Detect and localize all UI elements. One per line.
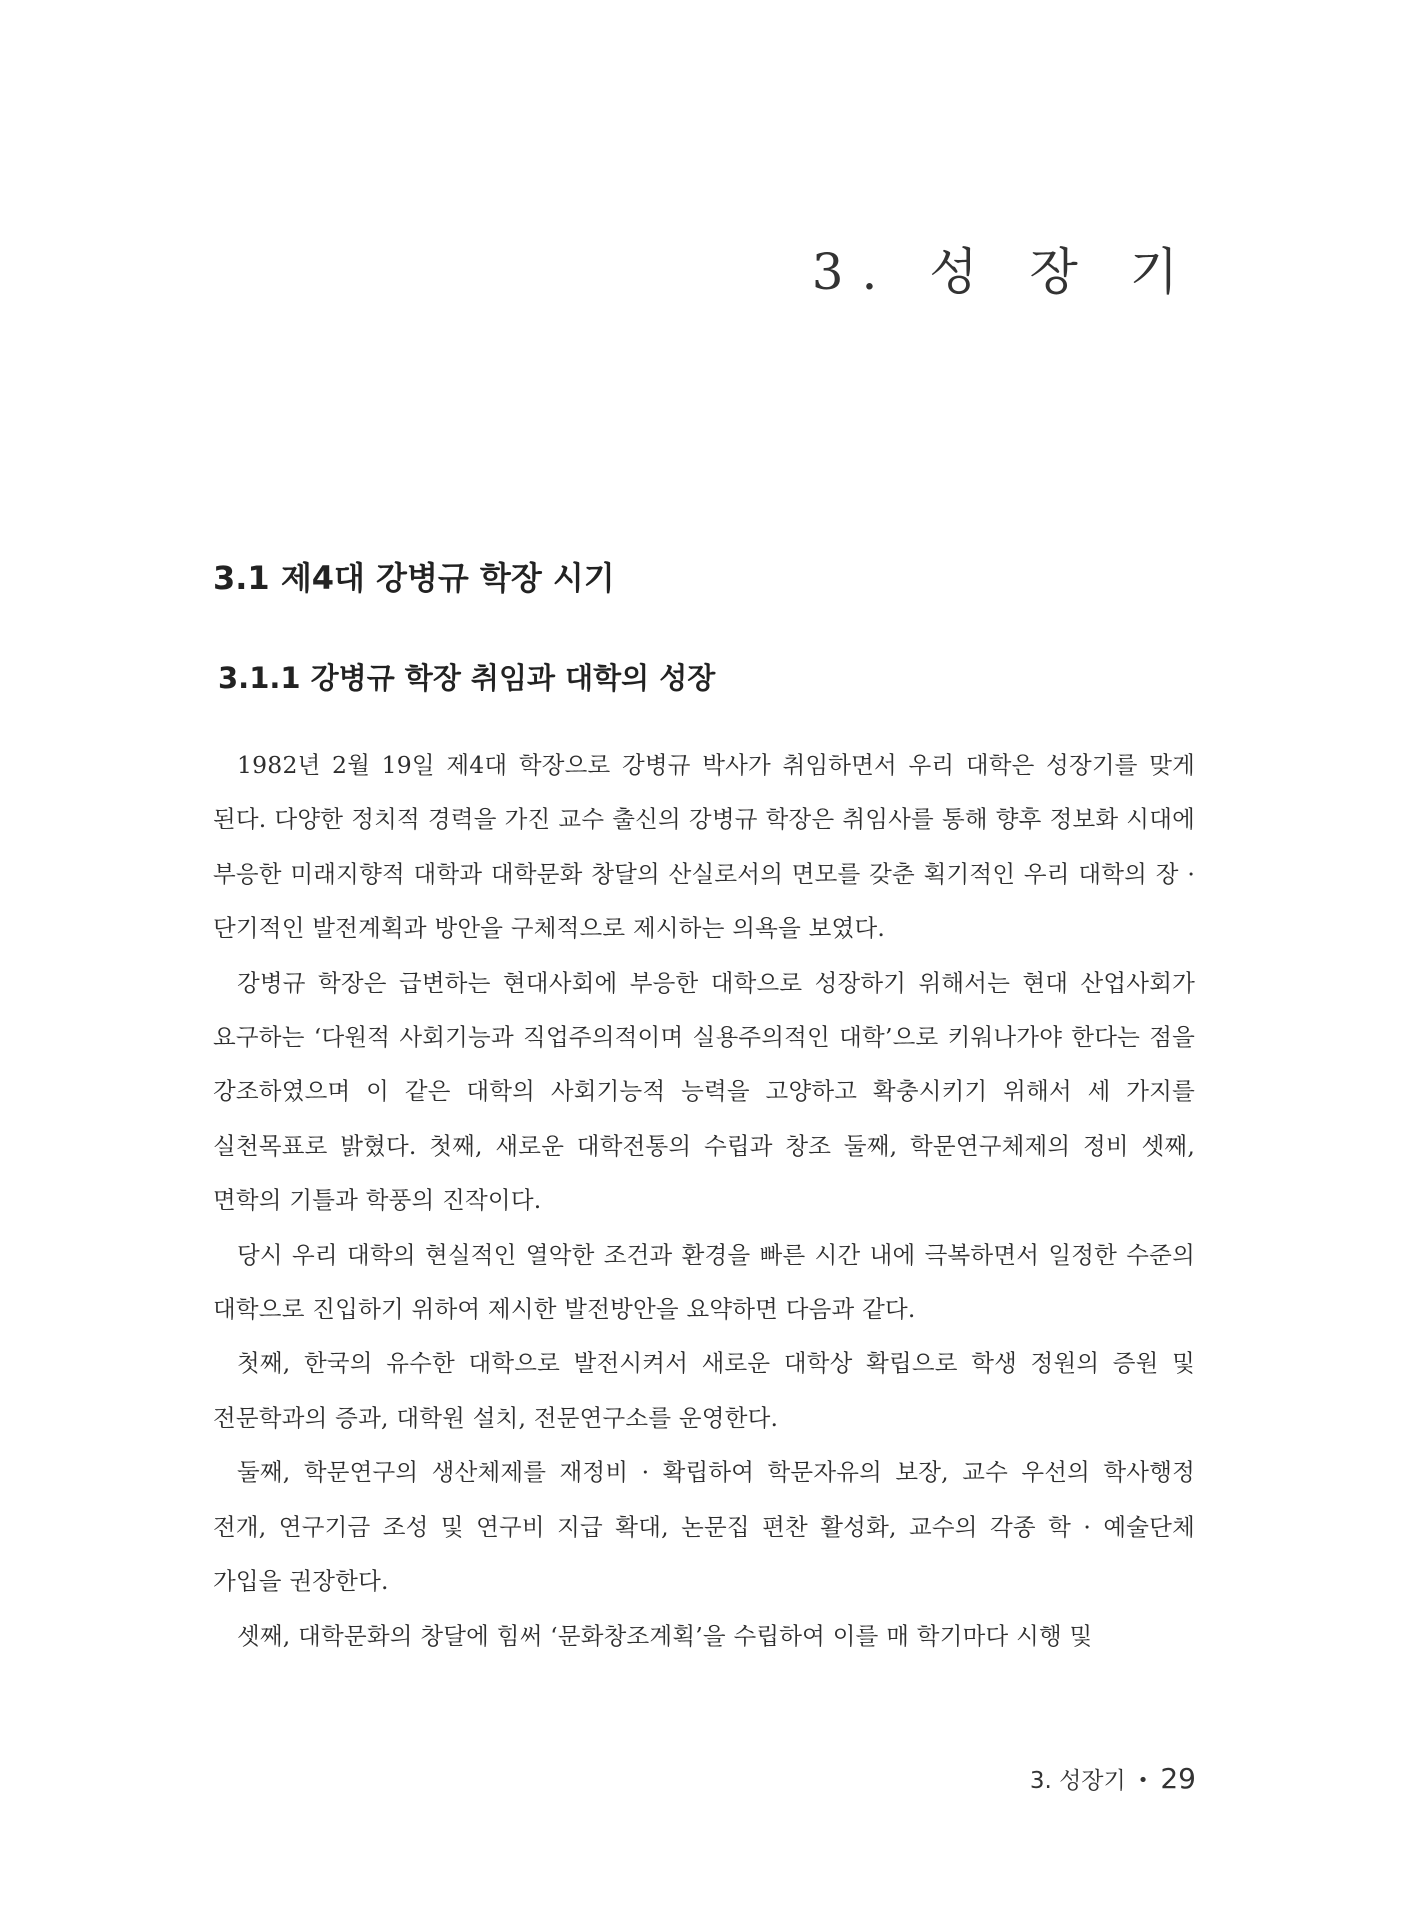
subsection-title: 3.1.1 강병규 학장 취임과 대학의 성장 — [218, 661, 716, 695]
page-footer — [1030, 1762, 1196, 1795]
paragraph-5: 둘째, 학문연구의 생산체제를 재정비 · 확립하여 학문자유의 보장, 교수 우선의 학사행정 전개, 연구기금 조성 및 연구비 지급 확대, 논문집 편찬 활성화, 교수의 각종 학 · 예술단체 가입을 권장한다. — [213, 1458, 1195, 1596]
paragraph-2: 강병규 학장은 급변하는 현대사회에 부응한 대학으로 성장하기 위해서는 현대 산업사회가 요구하는 ‘다원적 사회기능과 직업주의적이며 실용주의적인 대학’으로 키워나가야 한다는 점을 강조하였으며 이 같은 대학의 사회기능적 능력을 고양하고 확충시키기 위해서 세 가지를 실천목표로 밝혔다. 첫째, 새로운 대학전통의 수립과 창조 둘째, 학문연구체제의 정비 셋째, 면학의 기틀과 학풍의 진작이다. — [213, 968, 1195, 1215]
section-title: 3.1 제4대 강병규 학장 시기 — [213, 559, 615, 597]
paragraph-6: 셋째, 대학문화의 창달에 힘써 ‘문화창조계획’을 수립하여 이를 매 학기마다 시행 및 — [237, 1621, 1093, 1650]
paragraph-4: 첫째, 한국의 유수한 대학으로 발전시켜서 새로운 대학상 확립으로 학생 정원의 증원 및 전문학과의 증과, 대학원 설치, 전문연구소를 운영한다. — [213, 1349, 1195, 1432]
body-text — [213, 738, 1195, 1663]
page-number: 29 — [1160, 1762, 1196, 1795]
chapter-title: 3. 성 장 기 — [811, 243, 1196, 301]
footer-bullet: • — [1137, 1770, 1149, 1791]
paragraph-1: 1982년 2월 19일 제4대 학장으로 강병규 박사가 취임하면서 우리 대학은 성장기를 맞게 된다. 다양한 정치적 경력을 가진 교수 출신의 강병규 학장은 취임사를 통해 향후 정보화 시대에 부응한 미래지향적 대학과 대학문화 창달의 산실로서의 면모를 갖춘 획기적인 우리 대학의 장 · 단기적인 발전계획과 방안을 구체적으로 제시하는 의욕을 보였다. — [213, 751, 1195, 943]
paragraph-3: 당시 우리 대학의 현실적인 열악한 조건과 환경을 빠른 시간 내에 극복하면서 일정한 수준의 대학으로 진입하기 위하여 제시한 발전방안을 요약하면 다음과 같다. — [213, 1240, 1195, 1324]
running-footer-label: 3. 성장기 — [1029, 1768, 1126, 1794]
